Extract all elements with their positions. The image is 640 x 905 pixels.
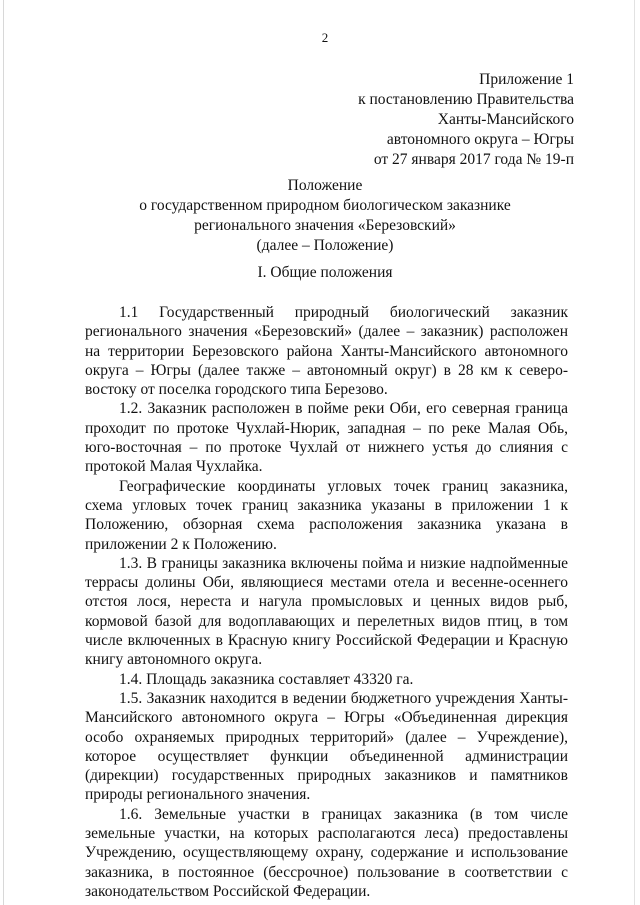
section-heading: I. Общие положения	[257, 264, 393, 281]
paragraph-1-2: 1.2. Заказник расположен в пойме реки Оби, его северная граница проходит по протоке Чухлай-Нюрик, западная – по реке Малая Обь, юго-восточная – по протоке Чухлай от нижнего устья до слияния с протокой Малая Чухлайка.	[85, 400, 568, 476]
title-line: о государственном природном биологическом заказнике	[139, 197, 511, 214]
paragraph-1-3: 1.3. В границы заказника включены пойма и низкие надпойменные террасы долины Оби, являющиеся местами отела и весенне-осеннего отстоя лося, нереста и нагула промысловых и ценных видов рыб, кормовой базой для водоплавающих и перелетных видов птиц, в том числе включенных в Красную книгу Российской Федерации и Красную книгу автономного округа.	[85, 554, 568, 669]
paragraph-1-6: 1.6. Земельные участки в границах заказника (в том числе земельные участки, на которых располагаются леса) предоставлены Учреждению, осуществляющему охрану, содержание и использование заказника, в постоянное (бессрочное) пользование в соответствии с законодательством Российской Федерации.	[85, 805, 568, 900]
paragraph-1-4: 1.4. Площадь заказника составляет 43320 га.	[119, 670, 414, 688]
appendix-line: Ханты-Мансийского	[437, 111, 574, 128]
appendix-line: от 27 января 2017 года № 19-п	[373, 151, 574, 168]
appendix-line: Приложение 1	[479, 71, 574, 88]
document-title	[0, 176, 640, 256]
page-number: 2	[321, 30, 329, 45]
document-body	[85, 303, 568, 901]
paragraph-coordinates: Географические координаты угловых точек границ заказника, схема угловых точек границ заказника указаны в приложении 1 к Положению, обзорная схема расположения заказника указана в приложении 2 к Положению.	[85, 477, 568, 553]
appendix-reference	[358, 70, 574, 170]
appendix-line: автономного округа – Югры	[386, 131, 574, 148]
title-line: Положение	[287, 177, 363, 194]
title-line: (далее – Положение)	[256, 237, 394, 254]
page-edge	[3, 0, 4, 905]
title-line: регионального значения «Березовский»	[194, 217, 456, 234]
page-edge	[634, 0, 635, 905]
appendix-line: к постановлению Правительства	[358, 91, 574, 108]
paragraph-1-5: 1.5. Заказник находится в ведении бюджетного учреждения Ханты-Мансийского автономного округа – Югры «Объединенная дирекция особо охраняемых природных территорий» (далее – Учреждение), которое осуществляет функции объединенной администрации (дирекции) государственных природных заказников и памятников природы регионального значения.	[85, 689, 568, 804]
paragraph-1-1: 1.1 Государственный природный биологический заказник регионального значения «Березовский» (далее – заказник) расположен на территории Березовского района Ханты-Мансийского автономного округа – Югры (далее также – автономный округ) в 28 км к северо-востоку от поселка городского типа Березово.	[85, 304, 568, 399]
